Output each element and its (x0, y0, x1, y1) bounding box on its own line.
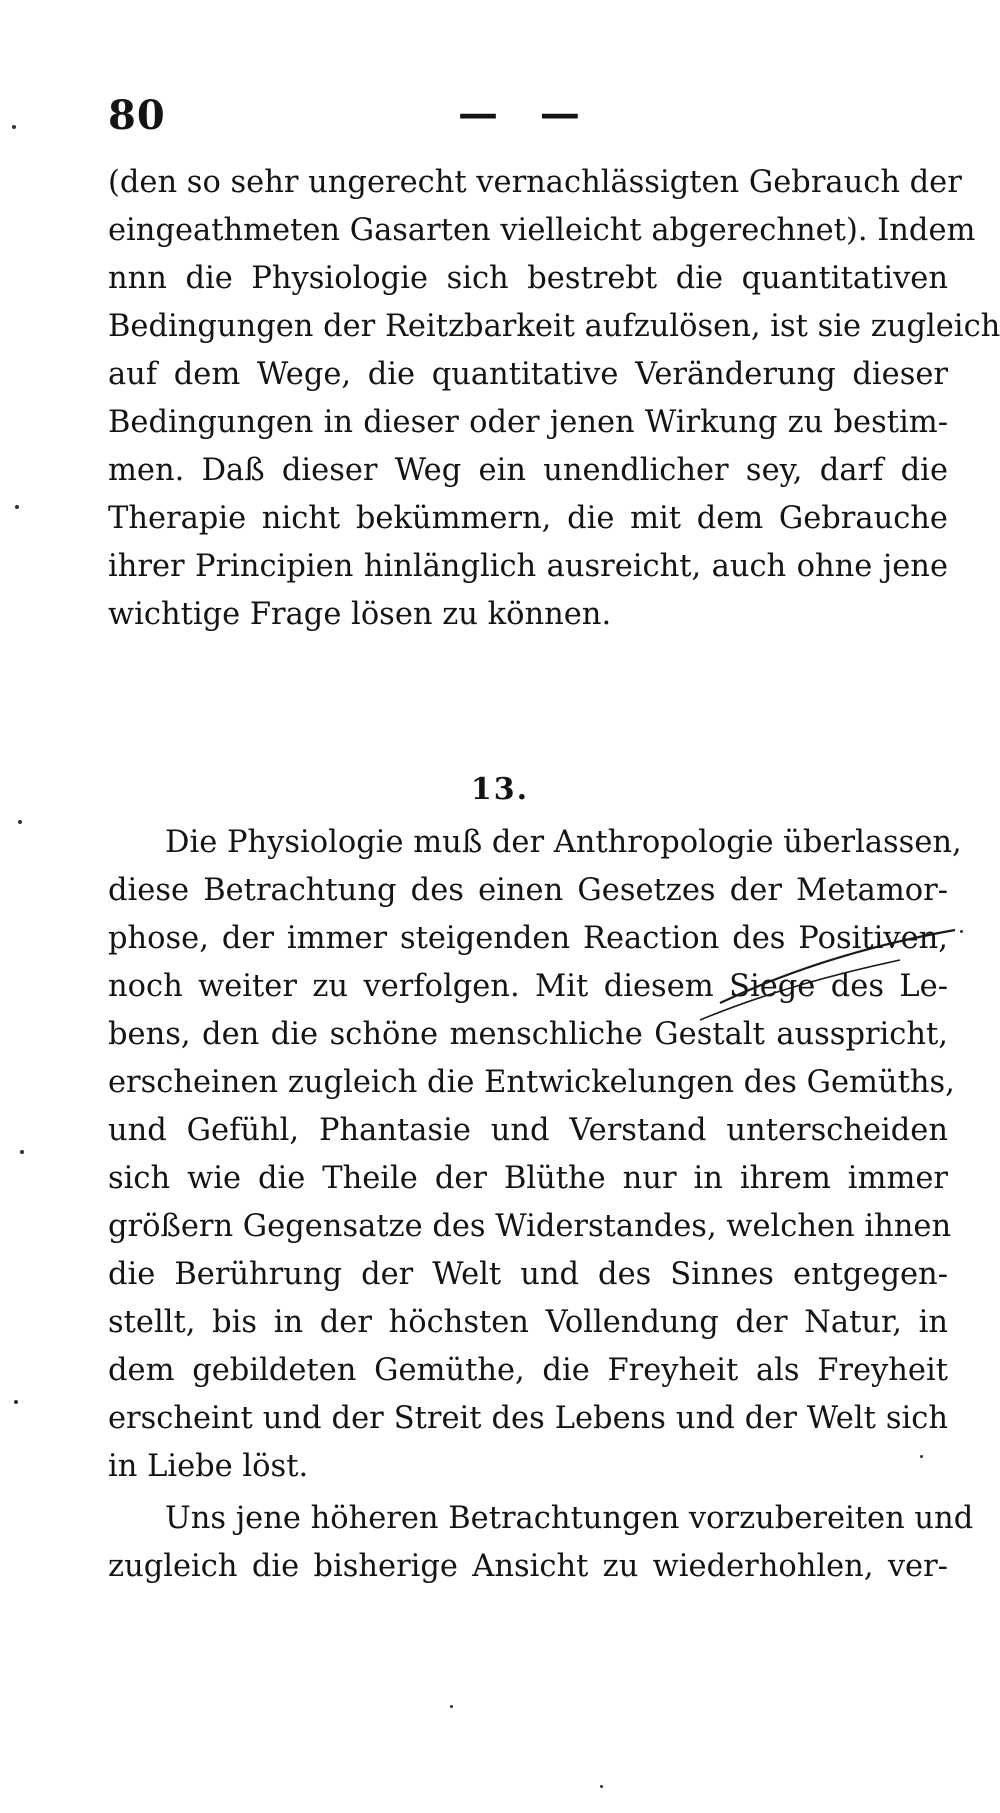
text-line: nnn die Physiologie sich bestrebt die quantitativen (108, 261, 948, 296)
text-line: dem gebildeten Gemüthe, die Freyheit als Freyheit (108, 1353, 948, 1388)
text-line: ihrer Principien hinlänglich ausreicht, auch ohne jene (108, 549, 948, 584)
text-line: men. Daß dieser Weg ein unendlicher sey, darf die (108, 453, 948, 488)
text-line: (den so sehr ungerecht vernachlässigten Gebrauch der (108, 165, 962, 200)
text-line: in Liebe löst. (108, 1449, 309, 1484)
text-line: größern Gegensatze des Widerstandes, welchen ihnen (108, 1209, 952, 1244)
text-line: Die Physiologie muß der Anthropologie überlassen, (165, 825, 962, 860)
text-line: zugleich die bisherige Ansicht zu wiederhohlen, ver- (108, 1549, 948, 1584)
section-number: 13. (470, 772, 530, 807)
text-line: noch weiter zu verfolgen. Mit diesem Siege des Le- (108, 969, 948, 1004)
text-line: bens, den die schöne menschliche Gestalt ausspricht, (108, 1017, 948, 1052)
text-line: diese Betrachtung des einen Gesetzes der Metamor- (108, 873, 948, 908)
text-line: sich wie die Theile der Blüthe nur in ihrem immer (108, 1161, 948, 1196)
page-number: 80 (108, 92, 166, 139)
text-line: erscheinen zugleich die Entwickelungen des Gemüths, (108, 1065, 955, 1100)
text-line: auf dem Wege, die quantitative Veränderung dieser (108, 357, 948, 392)
text-line: wichtige Frage lösen zu können. (108, 597, 612, 632)
header-dashes: — — (458, 90, 594, 137)
page-header (108, 92, 948, 152)
text-line: Uns jene höheren Betrachtungen vorzubereiten und (165, 1501, 974, 1536)
text-line: stellt, bis in der höchsten Vollendung der Natur, in (108, 1305, 948, 1340)
text-line: die Berührung der Welt und des Sinnes entgegen- (108, 1257, 948, 1292)
text-line: Bedingungen der Reitzbarkeit aufzulösen, ist sie zugleich (108, 309, 1000, 344)
text-line: erscheint und der Streit des Lebens und der Welt sich (108, 1401, 948, 1436)
text-line: Therapie nicht bekümmern, die mit dem Gebrauche (108, 501, 948, 536)
text-line: eingeathmeten Gasarten vielleicht abgerechnet). Indem (108, 213, 976, 248)
text-line: Bedingungen in dieser oder jenen Wirkung zu bestim- (108, 405, 948, 440)
text-line: und Gefühl, Phantasie und Verstand unterscheiden (108, 1113, 948, 1148)
text-line: phose, der immer steigenden Reaction des Positiven, (108, 921, 948, 956)
